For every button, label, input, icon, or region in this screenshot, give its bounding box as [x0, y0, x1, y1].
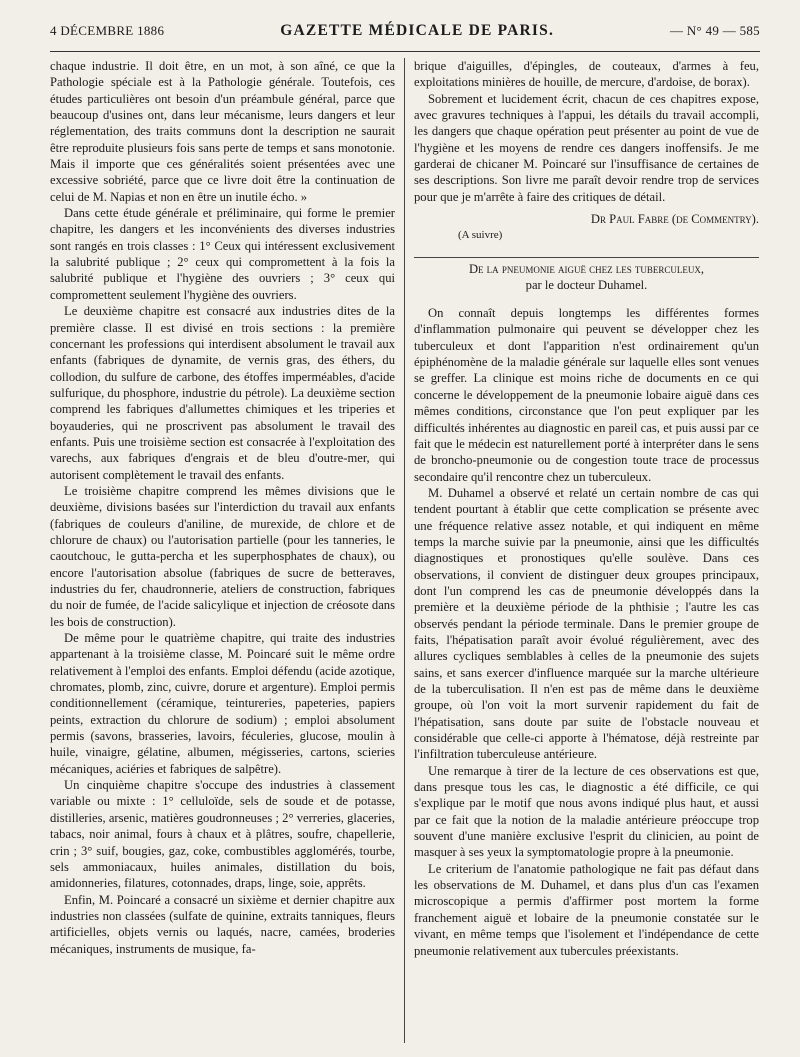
paragraph: M. Duhamel a observé et relaté un certain nombre de cas qui tendent pourtant à établir que cette complication se présente avec une fréquence relative assez notable, et qui indiquent en même temps la marche suivie par la pneumonie, ainsi que les difficultés diagnostiques et pronostiques qu'elle soulève. Dans ces observations, il convient de distinguer deux groupes principaux, dont l'un comprend les cas de pneumonie développés dans la première et la deuxième période de la phthisie ; l'autre les cas observés pendant la période terminale. Dans le premier groupe de faits, l'hépatisation paraît avoir évolué régulièrement, avec des allures cycliques semblables à celles de la pneumonie des sujets sains, et sans exercer d'influence marquée sur la marche ultérieure de la tuberculisation. Il n'en est pas de même dans le deuxième groupe, où l'on voit la mort survenir rapidement du fait de l'hépatisation, sans doute par suite de l'obstacle nouveau et considérable que celle-ci apporte à l'hématose, déjà restreinte par l'infiltration tuberculeuse antérieure. — [414, 485, 759, 762]
issue-number: — N° 49 — 585 — [670, 23, 760, 38]
paragraph: Le troisième chapitre comprend les mêmes divisions que le deuxième, divisions basées sur l'interdiction du travail aux enfants (fabriques de couleurs d'aniline, de murexide, de chlore et de chlorure de chaux) ou l'autorisation partielle (pour les tanneries, le caoutchouc, le gutta-percha et les superphosphates de chaux), ou encore l'autorisation absolue (fabriques de sucre de betteraves, industries du fer, chaudronnerie, ateliers de construction, fabriques du noir de fumée, de l'acide salicylique et injection de créosote dans les bois de construction). — [50, 483, 395, 629]
issue-date: 4 DÉCEMBRE 1886 — [50, 23, 165, 38]
review-signature — [414, 211, 759, 243]
article-divider — [414, 257, 759, 258]
left-column — [50, 58, 404, 1043]
right-column — [405, 58, 759, 1043]
paragraph: Dans cette étude générale et préliminaire, qui forme le premier chapitre, les dangers et les inconvénients des diverses industries sont rangés en trois classes : 1° Ceux qui intéressent exclusivement la salubrité publique ; 2° ceux qui compromettent à la fois la salubrité publique et l'hygiène des ouvriers ; 3° ceux qui compromettent seulement l'hygiène des ouvriers. — [50, 206, 395, 302]
paragraph: Une remarque à tirer de la lecture de ces observations est que, dans presque tous les cas, le diagnostic a été difficile, ce qui s'explique par le motif que nous avons indiqué plus haut, et aussi par ce fait que la notion de la maladie antérieure préoccupe trop souvent d'une manière exclusive l'esprit du clinicien, au point de masquer à ses yeux la symptomatologie propre à la pneumonie. — [414, 763, 759, 860]
article-title: De la pneumonie aiguë chez les tuberculeux, — [468, 262, 705, 277]
page-header — [50, 22, 760, 52]
paragraph: chaque industrie. Il doit être, en un mot, à son aîné, ce que la Pathologie spéciale est à la Pathologie générale. Toutefois, ces études particulières ont besoin d'un préambule général, parce que beaucoup d'usines ont, dans leur mécanisme, leurs dangers et leur réglementation, des traits communs dont la description ne saurait être reproduite plusieurs fois sans perte de temps et sans monotonie. Mais il importe que ces généralités soient présentées avec une excessive sobriété, parce que ce livre doit être la continuation de celui de M. Napias et non en être un inutile écho. » — [50, 59, 395, 204]
paragraph: Enfin, M. Poincaré a consacré un sixième et dernier chapitre aux industries non classées (sulfate de quinine, extraits tanniques, fleurs artificielles, objets vernis ou laqués, nacre, camées, broderies mécaniques, instruments de musique, fa- — [50, 892, 395, 956]
paragraph: brique d'aiguilles, d'épingles, de couteaux, d'armes à feu, exploitations minières de houille, de mercure, d'ardoise, de borax). — [414, 59, 759, 90]
author-signature: Dr Paul Fabre (de Commentry). — [590, 212, 759, 227]
paragraph: On connaît depuis longtemps les différentes formes d'inflammation pulmonaire qui peuvent se développer chez les tuberculeux et dont l'apparition n'est ordinairement qu'un épiphénomène de la maladie générale sur laquelle elles sont venues se greffer. La clinique est moins riche de documents en ce qui concerne le développement de la pneumonie lobaire aiguë dans ces mêmes conditions, circonstance que l'on peut expliquer par les difficultés inhérentes au diagnostic en pareil cas, et puis aussi par ce fait que le médecin est naturellement porté à interpréter dans le sens de broncho-pneumonie ou de congestion toute trace de processus secondaire qu'il rencontre chez un tuberculeux. — [414, 306, 759, 484]
masthead-title: GAZETTE MÉDICALE DE PARIS. — [280, 22, 555, 39]
paragraph: Le deuxième chapitre est consacré aux industries dites de la première classe. Il est divisé en trois sections : la première concernant les professions qui interdisent absolument le travail aux enfants (fabriques de dynamite, de vernis gras, des éthers, du collodion, du sulfure de carbone, des étoffes imperméables, d'acide sulfurique, du phosphore, industrie du pétrole). La deuxième section comprend les fabriques d'allumettes chimiques et les triperies et boyauderies, qui ne proscrivent pas absolument le travail des enfants. Puis une troisième section est consacrée à l'exploitation des varechs, aux fabriques d'engrais et de bleu d'outre-mer, qui autorisent complètement le travail des enfants. — [50, 304, 395, 482]
paragraph: De même pour le quatrième chapitre, qui traite des industries appartenant à la troisième classe, M. Poincaré suit le même ordre relativement à l'emploi des enfants. Emploi défendu (acide azotique, chromates, plomb, zinc, cuivre, dorure et argenture). Emploi permis conditionnellement (céramique, teintureries, papeteries, papiers peints, extraction du chlorure de sodium) ; emploi absolument permis (savons, brasseries, lavoirs, féculeries, glucose, moulin à huile, vinaigre, gélatine, albumen, mégisseries, cartons, scieries mécaniques, aciéries et fabriques de salpêtre). — [50, 631, 395, 776]
paragraph: Le criterium de l'anatomie pathologique ne fait pas défaut dans les observations de M. Duhamel, et dans plus d'un cas l'examen microscopique a permis d'affirmer post mortem la forme franchement aiguë et lobaire de la pneumonie constatée sur le vivant, en même temps que l'isolement et l'indépendance de cette pneumonie relativement aux tubercules préexistants. — [414, 861, 759, 958]
paragraph: Sobrement et lucidement écrit, chacun de ces chapitres expose, avec gravures techniques à l'appui, les détails du travail accompli, les dangers que chaque opération peut présenter au point de vue de l'hygiène et les moyens de rendre ces dangers inoffensifs. Je me garderai de chicaner M. Poincaré sur l'insuffisance de certaines de ses descriptions. Son livre me paraît devoir rendre trop de services pour que je m'arrête à faire des critiques de détail. — [414, 91, 759, 204]
to-follow-note: (A suivre) — [458, 228, 503, 241]
two-column-body — [50, 58, 760, 1043]
paragraph: Un cinquième chapitre s'occupe des industries à classement variable ou mixte : 1° celluloïde, sels de soude et de potasse, distilleries, arsenic, matières goudronneuses ; 2° verreries, glaceries, tabacs, noir animal, fours à chaux et à plâtres, soufre, chapellerie, crin ; 3° suif, bougies, gaz, coke, combustibles agglomérés, tourbe, sels ammoniacaux, huiles animales, distillation du bois, amidonneries, filatures, cotonnades, draps, linge, soie, apprêts. — [50, 778, 395, 891]
article-byline: par le docteur Duhamel. — [525, 278, 648, 293]
